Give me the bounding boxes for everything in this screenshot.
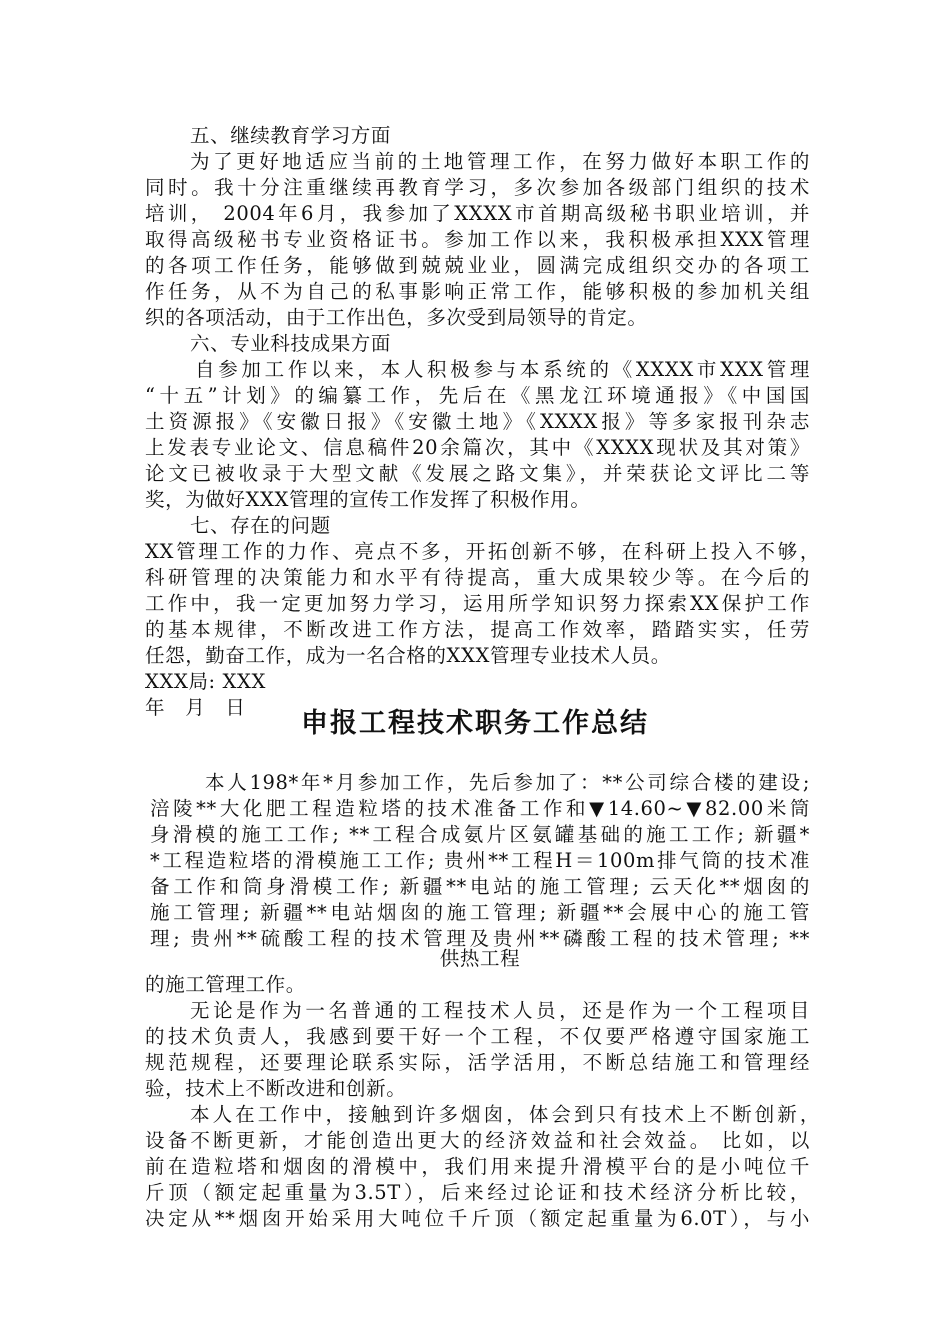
paragraph-line: 涪陵**大化肥工程造粒塔的技术准备工作和▼14.60~▼82.00米筒 [150, 797, 810, 820]
paragraph-line: 自参加工作以来，本人积极参与本系统的《XXXX市XXX管理 [195, 358, 810, 381]
paragraph-line: 任怨，勤奋工作，成为一名合格的XXX管理专业技术人员。 [145, 644, 671, 667]
paragraph-line: 的技术负责人，我感到要干好一个工程，不仅要严格遵守国家施工 [145, 1025, 810, 1048]
paragraph-line: 土资源报》《安徽日报》《安徽土地》《XXXX报》等多家报刊杂志 [145, 410, 810, 433]
paragraph-line: 上发表专业论文、信息稿件20余篇次，其中《XXXX现状及其对策》 [145, 436, 810, 459]
paragraph-line: 论文已被收录于大型文献《发展之路文集》，并荣获论文评比二等 [145, 462, 810, 485]
paragraph-line: 理; 贵州**硫酸工程的技术管理及贵州**磷酸工程的技术管理; ** [150, 927, 810, 950]
paragraph-line: 为了更好地适应当前的土地管理工作，在努力做好本职工作的 [190, 150, 810, 173]
paragraph-line: 备工作和筒身滑模工作; 新疆**电站的施工管理; 云天化**烟囱的 [150, 875, 810, 898]
paragraph-line: 科研管理的决策能力和水平有待提高，重大成果较少等。在今后的 [145, 566, 810, 589]
paragraph-line: 的施工管理工作。 [145, 973, 306, 996]
paragraph-line: 培训， 2004年6月，我参加了XXXX市首期高级秘书职业培训，并 [145, 202, 810, 225]
paragraph-line: 设备不断更新，才能创造出更大的经济效益和社会效益。 比如，以 [145, 1129, 810, 1152]
paragraph-line: 织的各项活动，由于工作出色，多次受到局领导的肯定。 [145, 306, 648, 329]
paragraph-line: 前在造粒塔和烟囱的滑模中，我们用来提升滑模平台的是小吨位千 [145, 1155, 810, 1178]
paragraph-line: 供热工程 [439, 947, 521, 970]
paragraph-line: 施工管理; 新疆**电站烟囱的施工管理; 新疆**会展中心的施工管 [150, 901, 810, 924]
paragraph-line: 规范规程，还要理论联系实际，活学活用，不断总结施工和管理经 [145, 1051, 810, 1074]
heading-achievements: 六、专业科技成果方面 [190, 332, 392, 355]
paragraph-line: 决定从**烟囱开始采用大吨位千斤顶（额定起重量为6.0T），与小 [145, 1207, 810, 1230]
paragraph-line: 同时。我十分注重继续再教育学习，多次参加各级部门组织的技术 [145, 176, 810, 199]
heading-continuing-education: 五、继续教育学习方面 [190, 124, 392, 147]
paragraph-line: 奖，为做好XXX管理的宣传工作发挥了积极作用。 [145, 488, 591, 511]
paragraph-line: 取得高级秘书专业资格证书。参加工作以来，我积极承担XXX管理 [145, 228, 810, 251]
paragraph-line: 作任务，从不为自己的私事影响正常工作，能够积极的参加机关组 [145, 280, 810, 303]
paragraph-line: “十五”计划》的编纂工作，先后在《黑龙江环境通报》《中国国 [145, 384, 810, 407]
paragraph-line: 验，技术上不断改进和创新。 [145, 1077, 407, 1100]
paragraph-line: 斤顶（额定起重量为3.5T），后来经过论证和技术经济分析比较， [145, 1181, 810, 1204]
paragraph-line: 无论是作为一名普通的工程技术人员，还是作为一个工程项目 [190, 999, 810, 1022]
paragraph-line: 本人在工作中，接触到许多烟囱，体会到只有技术上不断创新， [190, 1103, 820, 1126]
paragraph-line: 身滑模的施工工作; **工程合成氨片区氨罐基础的施工工作; 新疆* [150, 823, 810, 846]
signature: XXX局: XXX [145, 670, 266, 693]
heading-problems: 七、存在的问题 [190, 514, 331, 537]
paragraph-line: 的基本规律，不断改进工作方法，提高工作效率，踏踏实实，任劳 [145, 618, 810, 641]
paragraph-line: 本人198*年*月参加工作，先后参加了：**公司综合楼的建设; [205, 771, 810, 794]
paragraph-line: 的各项工作任务，能够做到兢兢业业，圆满完成组织交办的各项工 [145, 254, 810, 277]
paragraph-line: 工作中，我一定更加努力学习，运用所学知识努力探索XX保护工作 [145, 592, 810, 615]
paragraph-line: *工程造粒塔的滑模施工工作; 贵州**工程H＝100m排气筒的技术准 [150, 849, 810, 872]
paragraph-line: XX管理工作的力作、亮点不多，开拓创新不够，在科研上投入不够， [145, 540, 820, 563]
document-title: 申报工程技术职务工作总结 [301, 708, 649, 739]
date-line: 年 月 日 [145, 696, 246, 719]
